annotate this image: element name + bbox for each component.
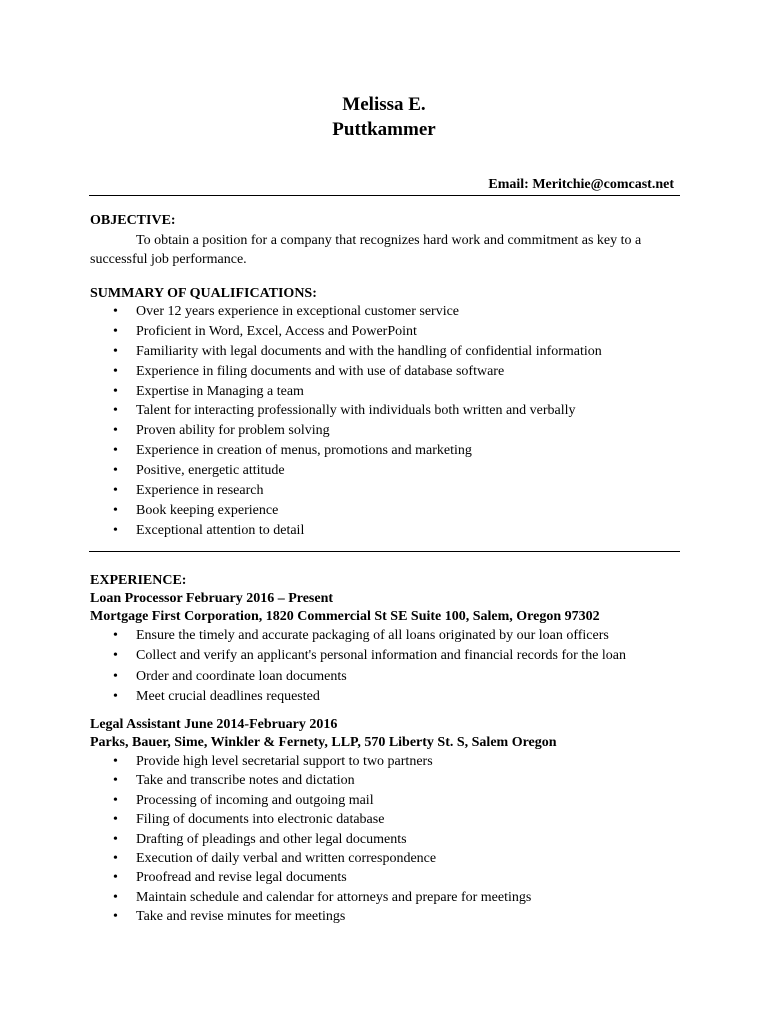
job-duties-list: [0, 626, 626, 707]
list-item: • Filing of documents into electronic database: [0, 810, 531, 829]
bullet-icon: •: [113, 870, 118, 886]
list-item: • Expertise in Managing a team: [0, 382, 602, 402]
list-item: • Take and transcribe notes and dictation: [0, 771, 531, 790]
list-item: • Proven ability for problem solving: [0, 421, 602, 441]
bullet-icon: •: [113, 688, 118, 704]
bullet-icon: •: [113, 363, 118, 379]
list-item: • Collect and verify an applicant's personal information and financial records for the loan: [0, 646, 626, 666]
list-item: • Maintain schedule and calendar for attorneys and prepare for meetings: [0, 888, 531, 907]
list-item: • Processing of incoming and outgoing mail: [0, 791, 531, 810]
name-last: Puttkammer: [332, 119, 436, 140]
list-item: • Meet crucial deadlines requested: [0, 687, 626, 707]
bullet-icon: •: [113, 628, 118, 643]
bullet-icon: •: [113, 343, 118, 359]
bullet-icon: •: [113, 909, 118, 925]
list-item: • Over 12 years experience in exceptional customer service: [0, 302, 602, 322]
bullet-icon: •: [113, 754, 118, 769]
job-employer: Parks, Bauer, Sime, Winkler & Fernety, LLP, 570 Liberty St. S, Salem Oregon: [90, 735, 557, 750]
summary-list: [0, 302, 602, 541]
list-item: • Talent for interacting professionally with individuals both written and verbally: [0, 401, 602, 421]
list-item: • Familiarity with legal documents and with the handling of confidential information: [0, 342, 602, 362]
list-item: • Proofread and revise legal documents: [0, 868, 531, 887]
list-item: • Experience in creation of menus, promotions and marketing: [0, 441, 602, 461]
job-title: Loan Processor February 2016 – Present: [90, 591, 334, 606]
list-item: • Exceptional attention to detail: [0, 521, 602, 541]
job-duties-list: [0, 752, 531, 927]
job-employer: Mortgage First Corporation, 1820 Commercial St SE Suite 100, Salem, Oregon 97302: [90, 609, 600, 624]
list-item: • Take and revise minutes for meetings: [0, 907, 531, 926]
name-first: Melissa E.: [342, 94, 426, 115]
bullet-icon: •: [113, 423, 118, 439]
bullet-icon: •: [113, 648, 118, 664]
bullet-icon: •: [113, 443, 118, 459]
section-divider: [89, 551, 680, 552]
job-title: Legal Assistant June 2014-February 2016: [90, 717, 338, 732]
bullet-icon: •: [113, 792, 118, 808]
bullet-icon: •: [113, 522, 118, 538]
header-divider: [89, 195, 680, 196]
bullet-icon: •: [113, 773, 118, 789]
bullet-icon: •: [113, 812, 118, 828]
bullet-icon: •: [113, 668, 118, 684]
list-item: • Book keeping experience: [0, 501, 602, 521]
bullet-icon: •: [113, 831, 118, 847]
bullet-icon: •: [113, 323, 118, 339]
list-item: • Proficient in Word, Excel, Access and PowerPoint: [0, 322, 602, 342]
list-item: • Ensure the timely and accurate packaging of all loans originated by our loan officers: [0, 626, 626, 646]
list-item: • Execution of daily verbal and written correspondence: [0, 849, 531, 868]
bullet-icon: •: [113, 463, 118, 479]
list-item: • Order and coordinate loan documents: [0, 667, 626, 687]
list-item: • Positive, energetic attitude: [0, 461, 602, 481]
list-item: • Experience in research: [0, 481, 602, 501]
objective-text: To obtain a position for a company that recognizes hard work and commitment as key to a successful job performance.: [90, 233, 642, 267]
email-line: Email: Meritchie@comcast.net: [488, 177, 674, 192]
bullet-icon: •: [113, 304, 118, 319]
objective-heading: OBJECTIVE:: [90, 213, 176, 228]
bullet-icon: •: [113, 850, 118, 866]
experience-heading: EXPERIENCE:: [90, 573, 187, 588]
bullet-icon: •: [113, 502, 118, 518]
summary-heading: SUMMARY OF QUALIFICATIONS:: [90, 286, 317, 301]
bullet-icon: •: [113, 403, 118, 419]
bullet-icon: •: [113, 889, 118, 905]
list-item: • Experience in filing documents and with use of database software: [0, 362, 602, 382]
bullet-icon: •: [113, 483, 118, 499]
list-item: • Drafting of pleadings and other legal documents: [0, 830, 531, 849]
bullet-icon: •: [113, 383, 118, 399]
list-item: • Provide high level secretarial support to two partners: [0, 752, 531, 771]
